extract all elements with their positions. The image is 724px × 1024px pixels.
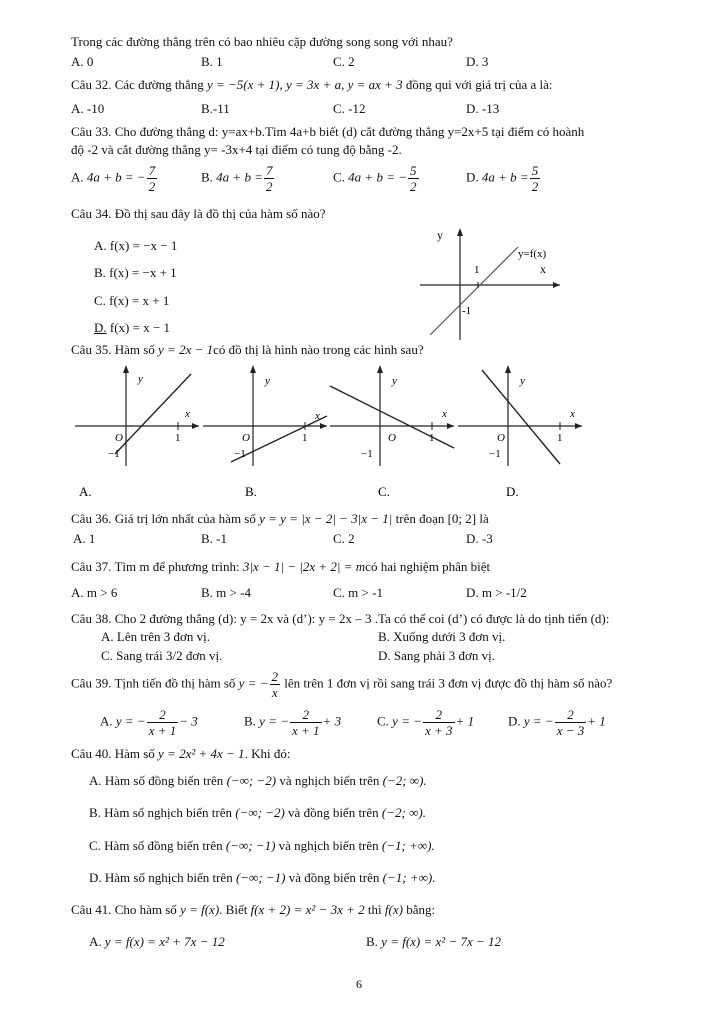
question-32: Câu 32. Các đường thẳng y = −5(x + 1), y = 3x + a, y = ax + 3 đồng qui với giá trị của a là: — [71, 77, 553, 92]
tick-label-x: 1 — [557, 432, 563, 444]
function-label: y=f(x) — [518, 248, 547, 260]
answer-option-b: B. y = f(x) = x² − 7x − 12 — [366, 934, 502, 949]
figure-caption: C. — [378, 484, 390, 499]
axis-label-y: y — [392, 375, 397, 387]
axis-label-x: x — [442, 408, 447, 420]
question-40: Câu 40. Hàm số y = 2x² + 4x − 1. Khi đó: — [71, 746, 291, 761]
answer-option-c: C. -12 — [333, 101, 366, 116]
question-33-line1: Câu 33. Cho đường thẳng d: y=ax+b.Tìm 4a+b biết (d) cắt đường thẳng y=2x+5 tại điểm có hoành — [71, 124, 585, 139]
axis-label-x: x — [570, 408, 575, 420]
math-expression: 3|x − 1| − |2x + 2| = m — [242, 559, 366, 574]
question-41: Câu 41. Cho hàm số y = f(x). Biết f(x + 2) = x² − 3x + 2 thì f(x) bằng: — [71, 902, 436, 917]
answer-option-a: A. f(x) = −x − 1 — [94, 238, 178, 253]
answer-option-a: A. y = f(x) = x² + 7x − 12 — [89, 934, 225, 949]
page-number: 6 — [356, 977, 362, 991]
answer-option-a: A. Hàm số đồng biến trên (−∞; −2) và nghịch biến trên (−2; ∞). — [89, 773, 427, 788]
tick-label-y: −1 — [489, 448, 501, 460]
q35-graph-b — [203, 362, 328, 499]
tick-label-y: -1 — [462, 305, 472, 317]
answer-option-b: B. m > -4 — [201, 585, 251, 600]
axis-label-y: y — [138, 373, 143, 385]
question-39: Câu 39. Tịnh tiến đồ thị hàm số y = − $\frac{2}{x}$ lên trên 1 đơn vị rồi sang trái 3 đơn vị được đồ thị hàm số nào? — [71, 669, 613, 700]
tick-label-x: 1 — [175, 432, 181, 444]
axis-label-x: x — [315, 410, 320, 422]
answer-option-d: D. -3 — [466, 531, 493, 546]
answer-option-a: A. m > 6 — [71, 585, 118, 600]
tick-label-y: −1 — [108, 448, 120, 460]
tick-label-y: −1 — [361, 448, 373, 460]
figure-caption: A. — [79, 484, 92, 499]
answer-option-c: C. 2 — [333, 54, 355, 69]
origin-label: O — [115, 432, 123, 444]
answer-option-b: B.-11 — [201, 101, 230, 116]
answer-option-a: A. 0 — [71, 54, 94, 69]
origin-label: O — [497, 432, 505, 444]
answer-option-d: D. -13 — [466, 101, 500, 116]
tick-label-x: 1 — [429, 432, 435, 444]
origin-label: O — [388, 432, 396, 444]
q35-graph-a — [75, 362, 200, 499]
answer-option-b: B. -1 — [201, 531, 227, 546]
math-expression: y = −5(x + 1), y = 3x + a, y = ax + 3 — [206, 77, 403, 92]
answer-option-a: A. 1 — [73, 531, 96, 546]
axis-label-y: y — [265, 375, 270, 387]
figure-caption: D. — [506, 484, 519, 499]
tick-label-y: −1 — [234, 448, 246, 460]
math-expression: y = 2x² + 4x − 1 — [158, 746, 245, 761]
math-expression: y = 2x − 1 — [158, 342, 214, 357]
q35-graph-d — [458, 362, 583, 499]
answer-option-c: C. m > -1 — [333, 585, 383, 600]
answer-option-d: D. m > -1/2 — [466, 585, 527, 600]
answer-option-b: B. 1 — [201, 54, 223, 69]
math-expression: y = y = |x − 2| − 3|x − 1| — [259, 511, 393, 526]
axis-label-y: y — [437, 228, 443, 242]
question-38: Câu 38. Cho 2 đường thẳng (d): y = 2x và (d’): y = 2x – 3 .Ta có thể coi (d’) có được là do tịnh tiến (d): — [71, 611, 610, 626]
question-35: Câu 35. Hàm số y = 2x − 1có đồ thị là hình nào trong các hình sau? — [71, 342, 424, 357]
question-36: Câu 36. Giá trị lớn nhất của hàm số y = y = |x − 2| − 3|x − 1| trên đoạn [0; 2] là — [71, 511, 489, 526]
answer-option-a: A. y = − $\frac{2}{x + 1}$ − 3 — [100, 707, 198, 738]
answer-option-c: C. f(x) = x + 1 — [94, 293, 170, 308]
answer-option-d: D. Hàm số nghịch biến trên (−∞; −1) và đồng biến trên (−1; +∞). — [89, 870, 436, 885]
answer-option-c: C. 2 — [333, 531, 355, 546]
answer-option-a: A. -10 — [71, 101, 105, 116]
answer-option-b: B. Hàm số nghịch biến trên (−∞; −2) và đồng biến trên (−2; ∞). — [89, 805, 426, 820]
q35-graph-c — [330, 362, 455, 499]
answer-option-d: D. 3 — [466, 54, 489, 69]
answer-option-d: D. Sang phải 3 đơn vị. — [378, 648, 496, 663]
answer-option-b: B. f(x) = −x + 1 — [94, 265, 177, 280]
answer-option-d: D. y = − $\frac{2}{x - 3}$ + 1 — [508, 707, 606, 738]
question-34: Câu 34. Đồ thị sau đây là đồ thị của hàm số nào? — [71, 206, 326, 221]
answer-option-c: C. Sang trái 3/2 đơn vị. — [101, 648, 223, 663]
answer-option-b: B. Xuống dưới 3 đơn vị. — [378, 629, 506, 644]
answer-option-c: C. 4a + b = − $\frac{5}{2}$ — [333, 163, 417, 194]
answer-option-a: A. Lên trên 3 đơn vị. — [101, 629, 211, 644]
origin-label: O — [242, 432, 250, 444]
q34-graph — [420, 225, 560, 340]
tick-label-x: 1 — [302, 432, 308, 444]
axis-label-x: x — [540, 262, 546, 276]
question-37: Câu 37. Tìm m để phương trình: 3|x − 1| − |2x + 2| = mcó hai nghiệm phân biệt — [71, 559, 491, 574]
question-33-line2: độ -2 và cắt đường thẳng y= -3x+4 tại điểm có tung độ bằng -2. — [71, 142, 402, 157]
answer-option-c: C. y = − $\frac{2}{x + 3}$ + 1 — [377, 707, 475, 738]
answer-option-c: C. Hàm số đồng biến trên (−∞; −1) và nghịch biến trên (−1; +∞). — [89, 838, 435, 853]
tick-label-x: 1 — [474, 264, 480, 276]
figure-caption: B. — [245, 484, 257, 499]
axis-label-x: x — [185, 408, 190, 420]
answer-option-b: B. y = − $\frac{2}{x + 1}$ + 3 — [244, 707, 342, 738]
answer-option-b: B. 4a + b = $\frac{7}{2}$ — [201, 163, 273, 194]
axis-label-y: y — [520, 375, 525, 387]
answer-option-a: A. 4a + b = − $\frac{7}{2}$ — [71, 163, 156, 194]
answer-option-d: D. f(x) = x − 1 — [94, 320, 171, 335]
answer-option-d: D. 4a + b = $\frac{5}{2}$ — [466, 163, 539, 194]
question-text: Trong các đường thẳng trên có bao nhiêu cặp đường song song với nhau? — [71, 34, 453, 49]
